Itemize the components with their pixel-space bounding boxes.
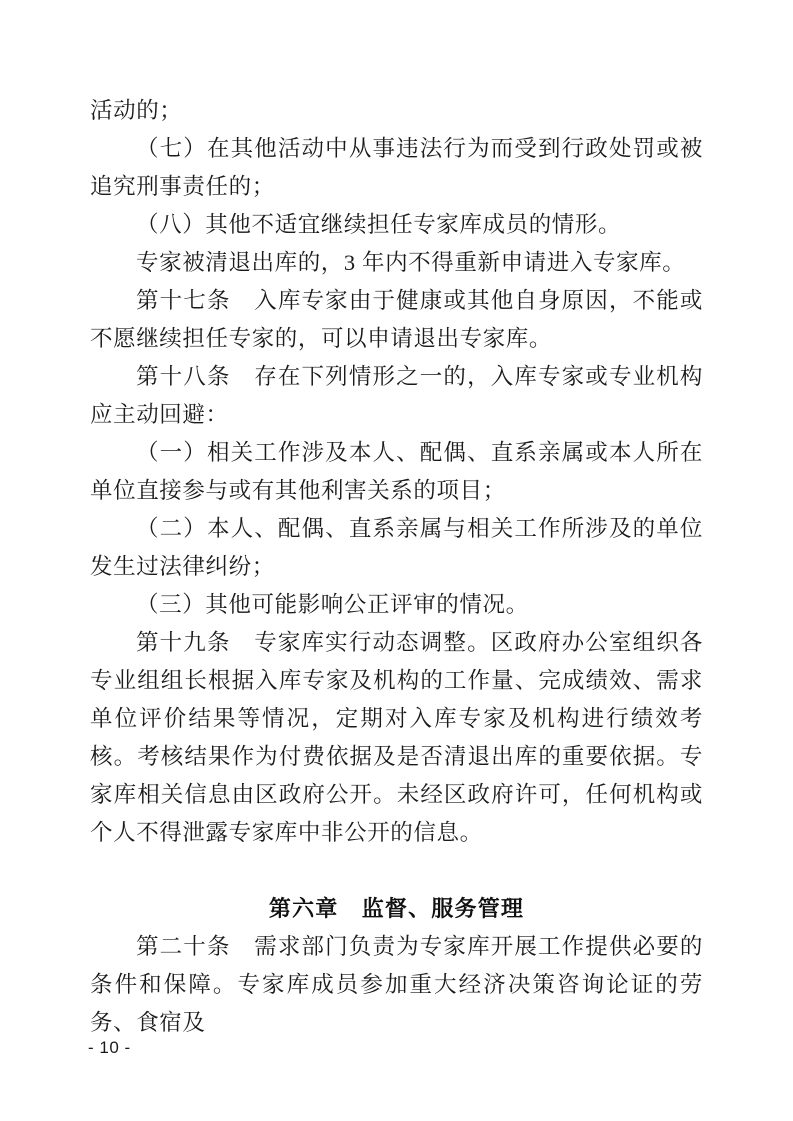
heading-gap-spacer	[90, 852, 703, 890]
paragraph-article-19: 第十九条 专家库实行动态调整。区政府办公室组织各专业组组长根据入库专家及机构的工作量、完成绩效、需求单位评价结果等情况，定期对入库专家及机构进行绩效考核。考核结果作为付费依据及是否清退出库的重要依据。专家库相关信息由区政府公开。未经区政府许可，任何机构或个人不得泄露专家库中非公开的信息。	[90, 630, 703, 845]
paragraph-article-18: 第十八条 存在下列情形之一的，入库专家或专业机构应主动回避：	[90, 364, 703, 427]
paragraph-avoid-clause-2: （二）本人、配偶、直系亲属与相关工作所涉及的单位发生过法律纠纷；	[90, 516, 703, 579]
paragraph-continued-activity: 活动的；	[90, 98, 183, 123]
paragraph-article-20: 第二十条 需求部门负责为专家库开展工作提供必要的条件和保障。专家库成员参加重大经济决策咨询论证的劳务、食宿及	[90, 934, 703, 1035]
paragraph-expelled-three-years: 专家被清退出库的，3 年内不得重新申请进入专家库。	[136, 250, 686, 275]
page-content	[90, 92, 703, 1042]
chapter-heading-six: 第六章 监督、服务管理	[268, 896, 525, 921]
paragraph-avoid-clause-3: （三）其他可能影响公正评审的情况。	[136, 592, 529, 617]
paragraph-clause-8: （八）其他不适宜继续担任专家库成员的情形。	[136, 212, 622, 237]
paragraph-avoid-clause-1: （一）相关工作涉及本人、配偶、直系亲属或本人所在单位直接参与或有其他利害关系的项目；	[90, 440, 703, 503]
paragraph-article-17: 第十七条 入库专家由于健康或其他自身原因，不能或不愿继续担任专家的，可以申请退出专家库。	[90, 288, 703, 351]
paragraph-clause-7: （七）在其他活动中从事违法行为而受到行政处罚或被追究刑事责任的；	[90, 136, 703, 199]
page-number-footer: - 10 -	[88, 1038, 131, 1057]
